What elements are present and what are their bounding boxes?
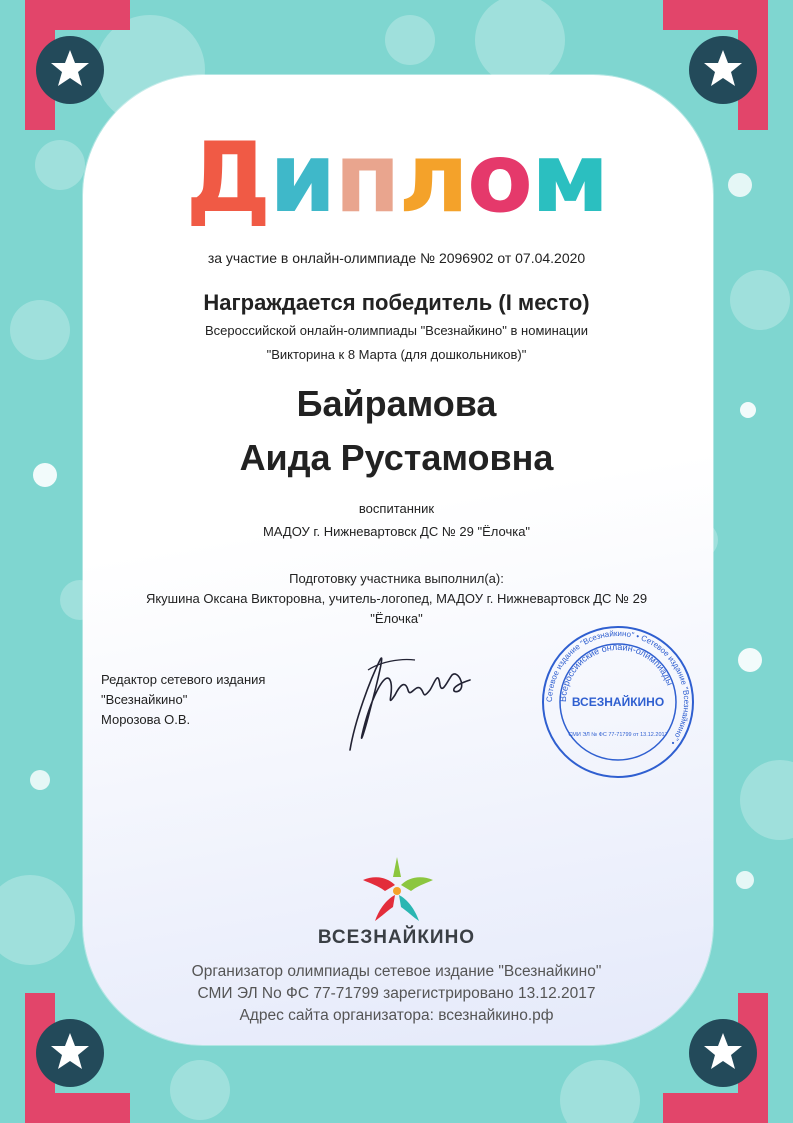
- title-letter: Д: [185, 122, 270, 234]
- nomination-line-1: Всероссийской онлайн-олимпиады "Всезнайкино" в номинации: [204, 323, 589, 338]
- signature: [340, 640, 480, 760]
- diploma-title: [0, 122, 793, 234]
- recipient-given-name: Аида Рустамовна: [239, 437, 554, 478]
- subtitle: за участие в онлайн-олимпиаде № 2096902 от 07.04.2020: [207, 250, 586, 266]
- organization-stamp: [540, 624, 696, 780]
- title-letter: п: [334, 122, 399, 234]
- teacher-line-1: Якушина Оксана Викторовна, учитель-логопед, МАДОУ г. Нижневартовск ДС № 29: [145, 591, 648, 606]
- footer-registration: СМИ ЭЛ No ФС 77-71799 зарегистрировано 13.12.2017: [197, 985, 596, 1002]
- stamp-ring-inner: Всероссийские онлайн-олимпиады: [557, 641, 676, 703]
- prepared-label: Подготовку участника выполнил(а):: [289, 571, 504, 586]
- footer-organizer: Организатор олимпиады сетевое издание "Всезнайкино": [191, 963, 602, 980]
- corner-top-left: [0, 0, 130, 130]
- editor-line-3: Морозова О.В.: [101, 712, 191, 727]
- title-letter: м: [530, 122, 608, 234]
- recipient-school: МАДОУ г. Нижневартовск ДС № 29 "Ёлочка": [262, 524, 531, 539]
- title-letter: и: [269, 122, 335, 234]
- award-heading: Награждается победитель (I место): [203, 290, 590, 315]
- stamp-ring-outer: Сетевое издание "Всезнайкино" • Сетевое издание "Всезнайкино" •: [544, 628, 692, 747]
- title-letter: о: [466, 122, 531, 234]
- logo-icon: [355, 855, 439, 925]
- corner-top-right: [663, 0, 793, 130]
- recipient-surname: Байрамова: [296, 383, 497, 424]
- teacher-line-2: "Ёлочка": [370, 611, 423, 626]
- editor-line-1: Редактор сетевого издания: [101, 672, 266, 687]
- footer-website: Адрес сайта организатора: всезнайкино.рф: [239, 1007, 554, 1024]
- editor-block: [101, 670, 265, 730]
- nomination-line-2: "Викторина к 8 Марта (для дошкольников)": [266, 347, 527, 362]
- stamp-center-text: ВСЕЗНАЙКИНО: [571, 695, 665, 709]
- recipient-role: воспитанник: [358, 501, 435, 516]
- editor-line-2: "Всезнайкино": [101, 692, 188, 707]
- stamp-registration: СМИ ЭЛ № ФС 77-71799 от 13.12.2017: [568, 732, 668, 738]
- title-letter: л: [398, 122, 467, 234]
- logo-text: ВСЕЗНАЙКИНО: [317, 927, 476, 948]
